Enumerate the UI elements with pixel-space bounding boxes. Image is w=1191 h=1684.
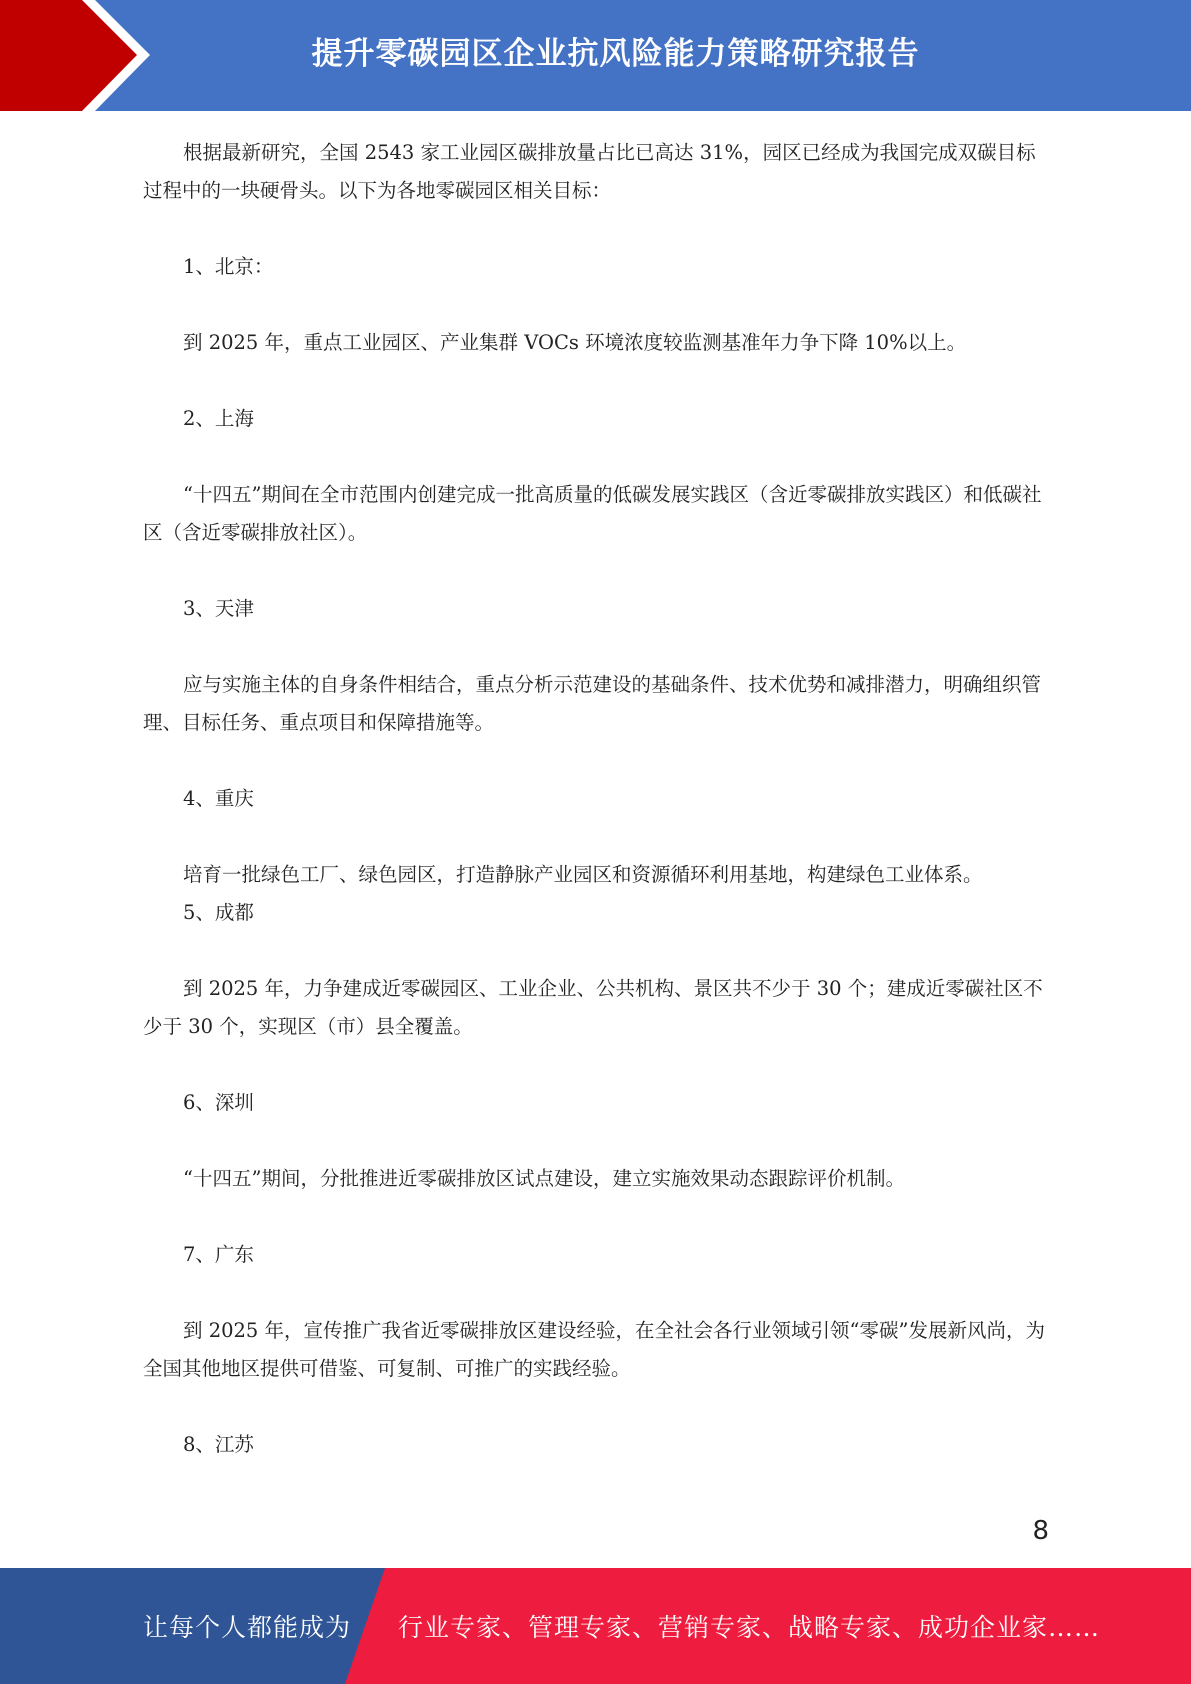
section-heading-chongqing: 4、重庆 — [183, 787, 254, 810]
header-arrow-decoration — [0, 0, 160, 111]
section-heading-tianjin: 3、天津 — [183, 597, 254, 620]
report-title: 提升零碳园区企业抗风险能力策略研究报告 — [311, 35, 920, 72]
section-heading-shanghai: 2、上海 — [183, 407, 254, 430]
document-body — [143, 134, 1053, 1464]
paragraph-tianjin: 应与实施主体的自身条件相结合，重点分析示范建设的基础条件、技术优势和减排潜力，明确组织管理、目标任务、重点项目和保障措施等。 — [143, 673, 1042, 734]
page-footer — [0, 1568, 1191, 1684]
footer-slogan-right: 行业专家、管理专家、营销专家、战略专家、成功企业家…… — [398, 1613, 1101, 1642]
section-heading-jiangsu: 8、江苏 — [183, 1433, 254, 1456]
footer-slogan-left: 让每个人都能成为 — [143, 1613, 352, 1642]
intro-paragraph: 根据最新研究，全国 2543 家工业园区碳排放量占比已高达 31%，园区已经成为我国完成双碳目标过程中的一块硬骨头。以下为各地零碳园区相关目标： — [143, 141, 1036, 202]
paragraph-chongqing: 培育一批绿色工厂、绿色园区，打造静脉产业园区和资源循环利用基地，构建绿色工业体系。 — [183, 863, 983, 886]
section-heading-chengdu: 5、成都 — [183, 901, 254, 924]
paragraph-shenzhen: “十四五”期间，分批推进近零碳排放区试点建设，建立实施效果动态跟踪评价机制。 — [183, 1167, 905, 1190]
section-heading-shenzhen: 6、深圳 — [183, 1091, 254, 1114]
paragraph-shanghai: “十四五”期间在全市范围内创建完成一批高质量的低碳发展实践区（含近零碳排放实践区）和低碳社区（含近零碳排放社区）。 — [143, 483, 1042, 544]
section-heading-guangdong: 7、广东 — [183, 1243, 254, 1266]
paragraph-beijing: 到 2025 年，重点工业园区、产业集群 VOCs 环境浓度较监测基准年力争下降 10%以上。 — [183, 331, 967, 354]
section-heading-beijing: 1、北京： — [183, 255, 274, 278]
page-header — [0, 0, 1191, 111]
paragraph-guangdong: 到 2025 年，宣传推广我省近零碳排放区建设经验，在全社会各行业领域引领“零碳”发展新风尚，为全国其他地区提供可借鉴、可复制、可推广的实践经验。 — [143, 1319, 1045, 1380]
paragraph-chengdu: 到 2025 年，力争建成近零碳园区、工业企业、公共机构、景区共不少于 30 个；建成近零碳社区不少于 30 个，实现区（市）县全覆盖。 — [143, 977, 1043, 1038]
page-number: 8 — [1032, 1516, 1049, 1546]
